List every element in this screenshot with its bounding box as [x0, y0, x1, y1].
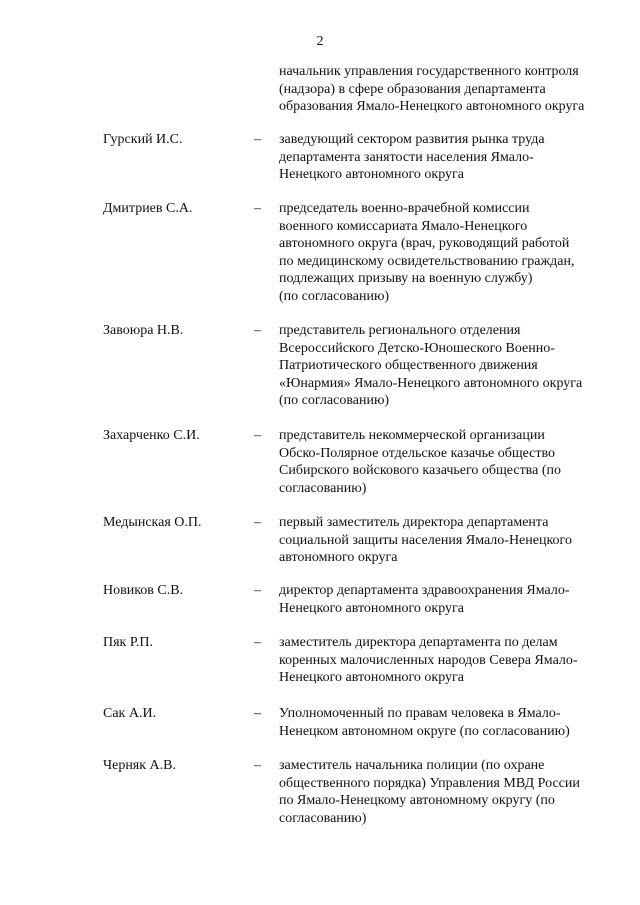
member-name: Медынская О.П.	[103, 515, 202, 530]
position-line: общественного порядка) Управления МВД России	[279, 775, 580, 791]
member-name: Захарченко С.И.	[103, 428, 200, 443]
position-line: Всероссийского Детско-Юношеского Военно-	[279, 340, 555, 356]
position-line: Ненецкого автономного округа	[279, 167, 464, 182]
position-line: подлежащих призыву на военную службу)	[279, 271, 533, 286]
member-position	[279, 427, 619, 497]
dash-separator: –	[254, 201, 261, 216]
member-name: Гурский И.С.	[103, 132, 183, 147]
member-position	[279, 200, 619, 305]
position-line: Сибирского войскового казачьего общества (по	[279, 463, 561, 478]
dash-separator: –	[254, 706, 261, 721]
position-line: председатель военно-врачебной комиссии	[279, 201, 530, 216]
position-line: согласованию)	[279, 810, 367, 826]
member-position	[279, 757, 619, 827]
dash-separator: –	[254, 323, 261, 338]
member-name: Завоюра Н.В.	[103, 323, 184, 338]
position-line: (по согласованию)	[279, 393, 390, 408]
member-position	[279, 514, 619, 567]
position-line: Патриотического общественного движения	[279, 358, 538, 373]
member-position	[279, 131, 619, 184]
position-line: автономного округа	[279, 550, 398, 565]
dash-separator: –	[254, 132, 261, 147]
dash-separator: –	[254, 515, 261, 530]
position-line: «Юнармия» Ямало-Ненецкого автономного округа	[279, 375, 583, 391]
member-name: Черняк А.В.	[103, 758, 176, 773]
dash-separator: –	[254, 635, 261, 650]
position-line: первый заместитель директора департамента	[279, 515, 549, 530]
position-line: социальной защиты населения Ямало-Ненецкого	[279, 532, 572, 548]
member-position	[279, 705, 619, 740]
intro-line: начальник управления государственного контроля	[279, 64, 579, 79]
dash-separator: –	[254, 758, 261, 773]
position-line: заведующий сектором развития рынка труда	[279, 132, 545, 147]
intro-line: (надзора) в сфере образования департамента	[279, 81, 546, 97]
intro-description	[279, 63, 619, 116]
member-position	[279, 322, 619, 410]
member-name: Сак А.И.	[103, 706, 157, 721]
member-position	[279, 634, 619, 687]
page-number: 2	[316, 34, 324, 49]
position-line: заместитель директора департамента по делам	[279, 635, 558, 650]
position-line: представитель регионального отделения	[279, 323, 521, 338]
position-line: военного комиссариата Ямало-Ненецкого	[279, 218, 528, 234]
position-line: Ненецкого автономного округа	[279, 670, 464, 685]
member-name: Новиков С.В.	[103, 583, 184, 598]
position-line: согласованию)	[279, 480, 367, 496]
position-line: представитель некоммерческой организации	[279, 428, 545, 443]
member-name: Дмитриев С.А.	[103, 201, 193, 216]
dash-separator: –	[254, 583, 261, 598]
position-line: по медицинскому освидетельствованию граждан,	[279, 253, 575, 269]
position-line: Уполномоченный по правам человека в Ямало-	[279, 706, 561, 721]
member-name: Пяк Р.П.	[103, 635, 153, 650]
position-line: департамента занятости населения Ямало-	[279, 149, 534, 165]
position-line: по Ямало-Ненецкому автономному округу (по	[279, 793, 555, 808]
position-line: (по согласованию)	[279, 288, 390, 304]
position-line: Ненецкого автономного округа	[279, 600, 464, 616]
position-line: коренных малочисленных народов Севера Ямало-	[279, 652, 578, 668]
position-line: Обско-Полярное отдельское казачье общество	[279, 445, 556, 461]
position-line: директор департамента здравоохранения Ямало-	[279, 583, 570, 598]
position-line: автономного округа (врач, руководящий работой	[279, 236, 570, 251]
intro-line: образования Ямало-Ненецкого автономного округа	[279, 99, 585, 114]
position-line: заместитель начальника полиции (по охране	[279, 758, 545, 773]
dash-separator: –	[254, 428, 261, 443]
position-line: Ненецком автономном округе (по согласованию)	[279, 723, 570, 739]
member-position	[279, 582, 619, 617]
